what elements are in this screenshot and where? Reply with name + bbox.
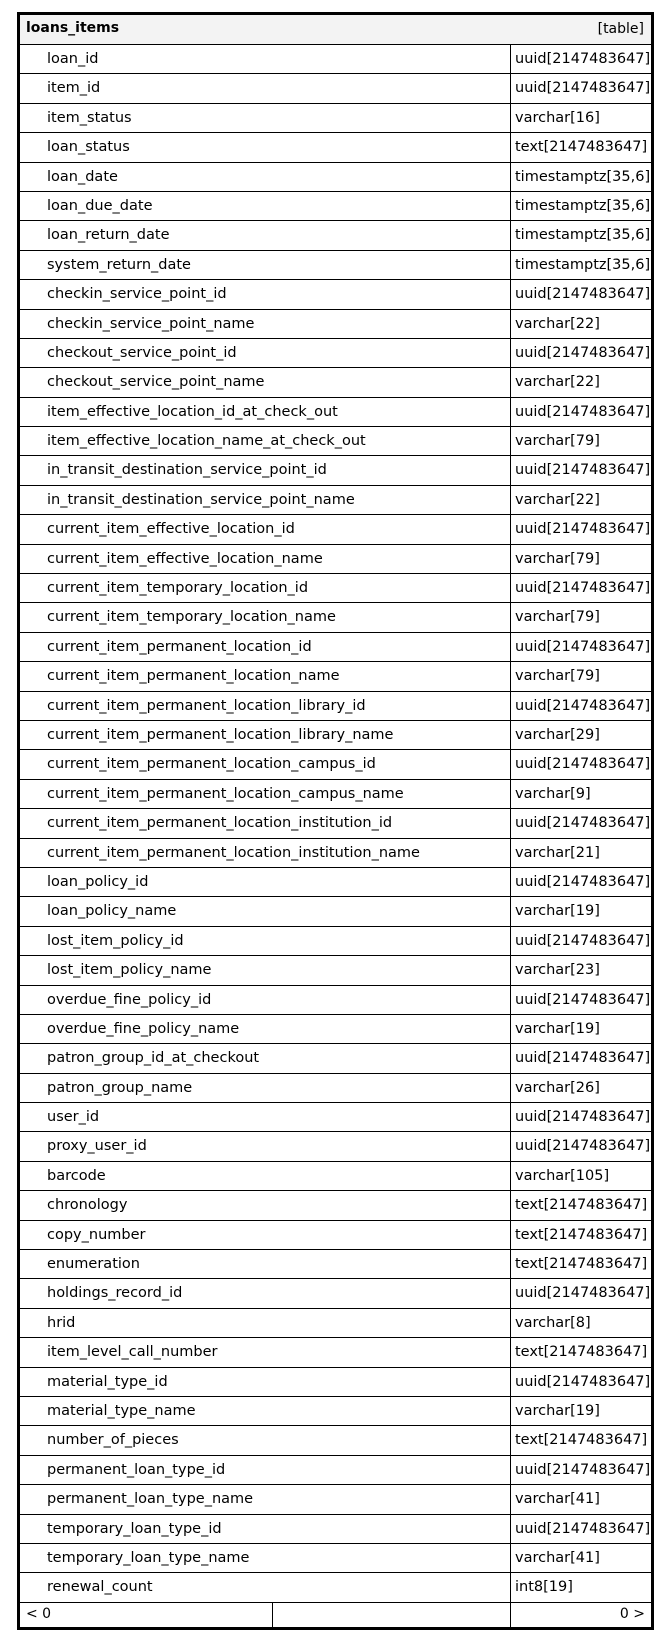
table-row[interactable] [20, 1103, 651, 1132]
table-row[interactable] [20, 692, 651, 721]
column-name: user_id [20, 1103, 511, 1131]
column-name: patron_group_id_at_checkout [20, 1044, 511, 1072]
table-row[interactable] [20, 45, 651, 74]
table-row[interactable] [20, 251, 651, 280]
table-row[interactable] [20, 280, 651, 309]
table-entity[interactable] [17, 12, 654, 1630]
table-row[interactable] [20, 574, 651, 603]
column-type: varchar[22] [515, 491, 600, 508]
column-type: uuid[2147483647] [515, 80, 651, 97]
table-row[interactable] [20, 427, 651, 456]
column-type: text[2147483647] [515, 139, 648, 156]
column-name: enumeration [20, 1250, 511, 1278]
table-row[interactable] [20, 1132, 651, 1161]
column-type: uuid[2147483647] [515, 580, 651, 597]
column-name: current_item_effective_location_name [20, 545, 511, 573]
column-name: current_item_temporary_location_name [20, 603, 511, 631]
footer-right-count: 0 > [619, 1605, 645, 1622]
column-name: proxy_user_id [20, 1132, 511, 1160]
footer-spacer [273, 1603, 511, 1627]
table-row[interactable] [20, 163, 651, 192]
table-row[interactable] [20, 1338, 651, 1367]
table-row[interactable] [20, 456, 651, 485]
column-name: current_item_permanent_location_library_name [20, 721, 511, 749]
table-row[interactable] [20, 956, 651, 985]
column-type: varchar[79] [515, 668, 600, 685]
column-name: current_item_effective_location_id [20, 515, 511, 543]
column-type: uuid[2147483647] [515, 991, 651, 1008]
column-type: varchar[105] [515, 1167, 610, 1184]
table-row[interactable] [20, 750, 651, 779]
column-name: patron_group_name [20, 1074, 511, 1102]
table-row[interactable] [20, 986, 651, 1015]
column-type: uuid[2147483647] [515, 638, 651, 655]
column-type: varchar[9] [515, 785, 591, 802]
column-type: uuid[2147483647] [515, 521, 651, 538]
table-row[interactable] [20, 662, 651, 691]
table-row[interactable] [20, 310, 651, 339]
table-row[interactable] [20, 1074, 651, 1103]
column-type: uuid[2147483647] [515, 1520, 651, 1537]
column-name: overdue_fine_policy_name [20, 1015, 511, 1043]
table-row[interactable] [20, 1515, 651, 1544]
column-name: temporary_loan_type_name [20, 1544, 511, 1572]
table-row[interactable] [20, 368, 651, 397]
column-type: uuid[2147483647] [515, 697, 651, 714]
column-name: checkin_service_point_name [20, 310, 511, 338]
table-row[interactable] [20, 1544, 651, 1573]
table-row[interactable] [20, 545, 651, 574]
column-type: uuid[2147483647] [515, 462, 651, 479]
column-name: loan_policy_name [20, 897, 511, 925]
column-name: overdue_fine_policy_id [20, 986, 511, 1014]
table-row[interactable] [20, 133, 651, 162]
table-row[interactable] [20, 721, 651, 750]
column-type: varchar[26] [515, 1079, 600, 1096]
column-name: lost_item_policy_name [20, 956, 511, 984]
column-name: holdings_record_id [20, 1279, 511, 1307]
table-name: loans_items [26, 20, 120, 36]
column-type: uuid[2147483647] [515, 873, 651, 890]
column-type: varchar[19] [515, 1402, 600, 1419]
column-type: uuid[2147483647] [515, 344, 651, 361]
column-name: current_item_permanent_location_institution_name [20, 839, 511, 867]
column-name: copy_number [20, 1221, 511, 1249]
column-name: item_effective_location_name_at_check_out [20, 427, 511, 455]
table-row[interactable] [20, 927, 651, 956]
table-row[interactable] [20, 1456, 651, 1485]
column-type: uuid[2147483647] [515, 815, 651, 832]
column-name: in_transit_destination_service_point_name [20, 486, 511, 514]
column-name: barcode [20, 1162, 511, 1190]
column-type: varchar[22] [515, 315, 600, 332]
column-type: varchar[79] [515, 609, 600, 626]
column-type: varchar[41] [515, 1549, 600, 1566]
table-row[interactable] [20, 1015, 651, 1044]
table-row[interactable] [20, 1573, 651, 1602]
column-name: item_id [20, 74, 511, 102]
table-row[interactable] [20, 515, 651, 544]
column-name: current_item_temporary_location_id [20, 574, 511, 602]
column-type: varchar[23] [515, 962, 600, 979]
table-row[interactable] [20, 1221, 651, 1250]
column-type: timestamptz[35,6] [515, 256, 651, 273]
table-row[interactable] [20, 1279, 651, 1308]
table-header[interactable] [20, 15, 651, 45]
column-type: varchar[16] [515, 109, 600, 126]
column-name: temporary_loan_type_id [20, 1515, 511, 1543]
table-row[interactable] [20, 1397, 651, 1426]
table-row[interactable] [20, 1191, 651, 1220]
column-type: uuid[2147483647] [515, 1050, 651, 1067]
column-type: uuid[2147483647] [515, 1373, 651, 1390]
table-row[interactable] [20, 603, 651, 632]
column-name: loan_date [20, 163, 511, 191]
table-row[interactable] [20, 1250, 651, 1279]
column-type: uuid[2147483647] [515, 1461, 651, 1478]
column-name: current_item_permanent_location_library_id [20, 692, 511, 720]
table-row[interactable] [20, 192, 651, 221]
column-name: loan_status [20, 133, 511, 161]
column-name: loan_return_date [20, 221, 511, 249]
column-name: number_of_pieces [20, 1426, 511, 1454]
column-name: current_item_permanent_location_id [20, 633, 511, 661]
table-row[interactable] [20, 104, 651, 133]
column-list [20, 45, 651, 1603]
column-name: hrid [20, 1309, 511, 1337]
column-type: varchar[8] [515, 1314, 591, 1331]
footer-left-count: < 0 [20, 1603, 273, 1627]
column-name: item_effective_location_id_at_check_out [20, 398, 511, 426]
table-row[interactable] [20, 1309, 651, 1338]
column-type: uuid[2147483647] [515, 932, 651, 949]
column-name: renewal_count [20, 1573, 511, 1601]
table-kind: [table] [597, 21, 644, 37]
column-type: varchar[41] [515, 1491, 600, 1508]
column-type: uuid[2147483647] [515, 756, 651, 773]
column-name: chronology [20, 1191, 511, 1219]
column-name: current_item_permanent_location_campus_id [20, 750, 511, 778]
table-row[interactable] [20, 839, 651, 868]
table-row[interactable] [20, 1368, 651, 1397]
column-type: uuid[2147483647] [515, 403, 651, 420]
column-type: uuid[2147483647] [515, 1109, 651, 1126]
table-row[interactable] [20, 1426, 651, 1455]
table-row[interactable] [20, 633, 651, 662]
column-type: varchar[22] [515, 374, 600, 391]
column-name: loan_policy_id [20, 868, 511, 896]
column-type: text[2147483647] [515, 1432, 648, 1449]
column-type: uuid[2147483647] [515, 1138, 651, 1155]
table-row[interactable] [20, 339, 651, 368]
table-row[interactable] [20, 221, 651, 250]
table-row[interactable] [20, 897, 651, 926]
table-row[interactable] [20, 809, 651, 838]
table-row[interactable] [20, 486, 651, 515]
column-name: in_transit_destination_service_point_id [20, 456, 511, 484]
column-type: text[2147483647] [515, 1197, 648, 1214]
column-name: loan_due_date [20, 192, 511, 220]
column-type: text[2147483647] [515, 1256, 648, 1273]
column-type: varchar[29] [515, 726, 600, 743]
column-name: material_type_name [20, 1397, 511, 1425]
column-name: material_type_id [20, 1368, 511, 1396]
column-name: loan_id [20, 45, 511, 73]
column-type: timestamptz[35,6] [515, 197, 651, 214]
column-name: item_level_call_number [20, 1338, 511, 1366]
column-type: uuid[2147483647] [515, 51, 651, 67]
column-name: current_item_permanent_location_name [20, 662, 511, 690]
table-footer [20, 1603, 651, 1627]
column-type: int8[19] [515, 1579, 573, 1596]
column-name: current_item_permanent_location_institution_id [20, 809, 511, 837]
column-type: text[2147483647] [515, 1344, 648, 1361]
table-row[interactable] [20, 1485, 651, 1514]
column-type: varchar[19] [515, 903, 600, 920]
column-name: permanent_loan_type_id [20, 1456, 511, 1484]
table-row[interactable] [20, 398, 651, 427]
column-name: permanent_loan_type_name [20, 1485, 511, 1513]
column-name: item_status [20, 104, 511, 132]
column-type: text[2147483647] [515, 1226, 648, 1243]
table-row[interactable] [20, 1044, 651, 1073]
column-type: uuid[2147483647] [515, 1285, 651, 1302]
column-name: system_return_date [20, 251, 511, 279]
column-type: timestamptz[35,6] [515, 168, 651, 185]
table-row[interactable] [20, 868, 651, 897]
column-type: timestamptz[35,6] [515, 227, 651, 244]
table-row[interactable] [20, 1162, 651, 1191]
column-name: checkout_service_point_id [20, 339, 511, 367]
column-type: varchar[21] [515, 844, 600, 861]
column-type: varchar[19] [515, 1020, 600, 1037]
column-name: checkout_service_point_name [20, 368, 511, 396]
column-type: varchar[79] [515, 433, 600, 450]
table-row[interactable] [20, 780, 651, 809]
column-type: uuid[2147483647] [515, 286, 651, 303]
column-name: current_item_permanent_location_campus_name [20, 780, 511, 808]
table-row[interactable] [20, 74, 651, 103]
column-type: varchar[79] [515, 550, 600, 567]
column-name: lost_item_policy_id [20, 927, 511, 955]
column-name: checkin_service_point_id [20, 280, 511, 308]
